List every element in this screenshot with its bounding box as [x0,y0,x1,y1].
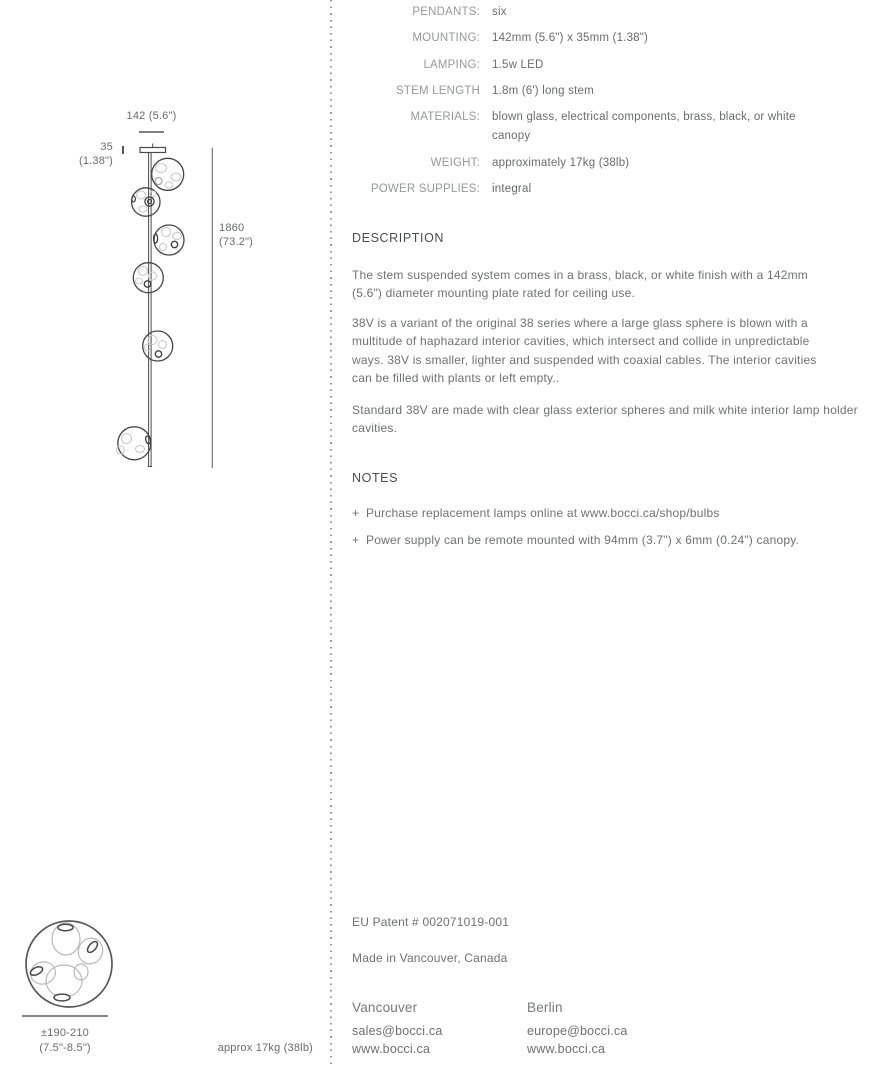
detail-dimension-line [22,1015,108,1017]
note-bullet: + [352,533,360,547]
office-vancouver [352,999,443,1059]
description-paragraph: The stem suspended system comes in a brass, black, or white finish with a 142mm (5.6") diameter mounting plate rated for ceiling use. [352,268,808,301]
content-panel [352,0,858,1068]
canopy-shape [140,148,166,153]
office-website: www.bocci.ca [352,1042,431,1057]
pendant-line-drawing [100,135,230,480]
sphere-diameter-imperial: (7.5"-8.5") [39,1041,91,1054]
description-paragraph: 38V is a variant of the original 38 series where a large glass sphere is blown with a multitude of haphazard interior cavities, which intersect and collide in unpredictable ways. 38V is smaller, lighter and suspended with coaxial cables. The interior cavities can be filled with plants or left empty.. [352,316,817,385]
office-email: sales@bocci.ca [352,1023,443,1038]
spec-label: PENDANTS: [412,6,480,18]
note-bullet: + [352,506,360,520]
office-berlin [527,999,627,1059]
dimension-line-mounting-width [139,131,164,133]
office-email: europe@bocci.ca [527,1023,628,1038]
notes-heading: NOTES [352,471,399,485]
weight-note: approx 17kg (38lb) [217,1042,313,1054]
drawing-panel [0,0,331,1068]
spec-value: 1.8m (6') long stem [492,85,594,97]
spec-label: MOUNTING: [412,32,480,44]
office-city: Vancouver [352,1000,418,1015]
pendant-sphere-6 [117,427,152,460]
dimension-label-mounting-width: 142 (5.6") [126,110,177,122]
spec-row [352,180,858,199]
dimension-label-sphere-diameter [15,1026,115,1055]
note-text: Purchase replacement lamps online at www.bocci.ca/shop/bulbs [366,506,720,520]
spec-value: approximately 17kg (38lb) [492,157,630,169]
canopy-height-value: 35 [100,141,113,153]
pendant-sphere-detail-drawing [15,905,125,1015]
overall-height-imperial: (73.2") [219,236,254,248]
note-text: Power supply can be remote mounted with 94mm (3.7") x 6mm (0.24") canopy. [366,533,800,547]
spec-value: six [492,6,507,18]
spec-row [352,56,858,75]
detail-outer-sphere [26,921,112,1007]
office-website: www.bocci.ca [527,1042,606,1057]
spec-row [352,154,858,173]
office-city: Berlin [527,1000,563,1015]
spec-label: LAMPING: [423,59,480,71]
spec-value: 1.5w LED [492,59,544,71]
spec-label: MATERIALS: [410,111,480,123]
spec-row [352,82,858,101]
sphere-diameter-value: ±190-210 [40,1027,89,1039]
spec-label: POWER SUPPLIES: [370,183,480,195]
description-paragraph: Standard 38V are made with clear glass exterior spheres and milk white interior lamp holder cavities. [352,403,858,436]
spec-label: STEM LENGTH [396,85,480,97]
made-in-line: Made in Vancouver, Canada [352,951,508,965]
spec-value: integral [492,183,532,195]
note-item [352,504,844,522]
patent-line: EU Patent # 002071019-001 [352,915,510,929]
description-heading: DESCRIPTION [352,231,445,245]
spec-row [352,29,858,48]
pendant-sphere-1 [152,158,184,190]
spec-value: blown glass, electrical components, brass, black, or white canopy [492,111,796,142]
note-item [352,531,836,549]
pendant-sphere-2 [132,188,160,216]
overall-height-value: 1860 [219,222,245,234]
pendant-sphere-3 [154,225,184,255]
detail-interior-cavities [28,923,107,997]
spec-label: WEIGHT: [430,157,480,169]
pendant-sphere-5 [143,331,173,361]
spec-value: 142mm (5.6") x 35mm (1.38") [492,32,649,44]
canopy-height-imperial: (1.38") [78,155,113,167]
spec-row [352,3,858,22]
spec-row [352,108,858,146]
